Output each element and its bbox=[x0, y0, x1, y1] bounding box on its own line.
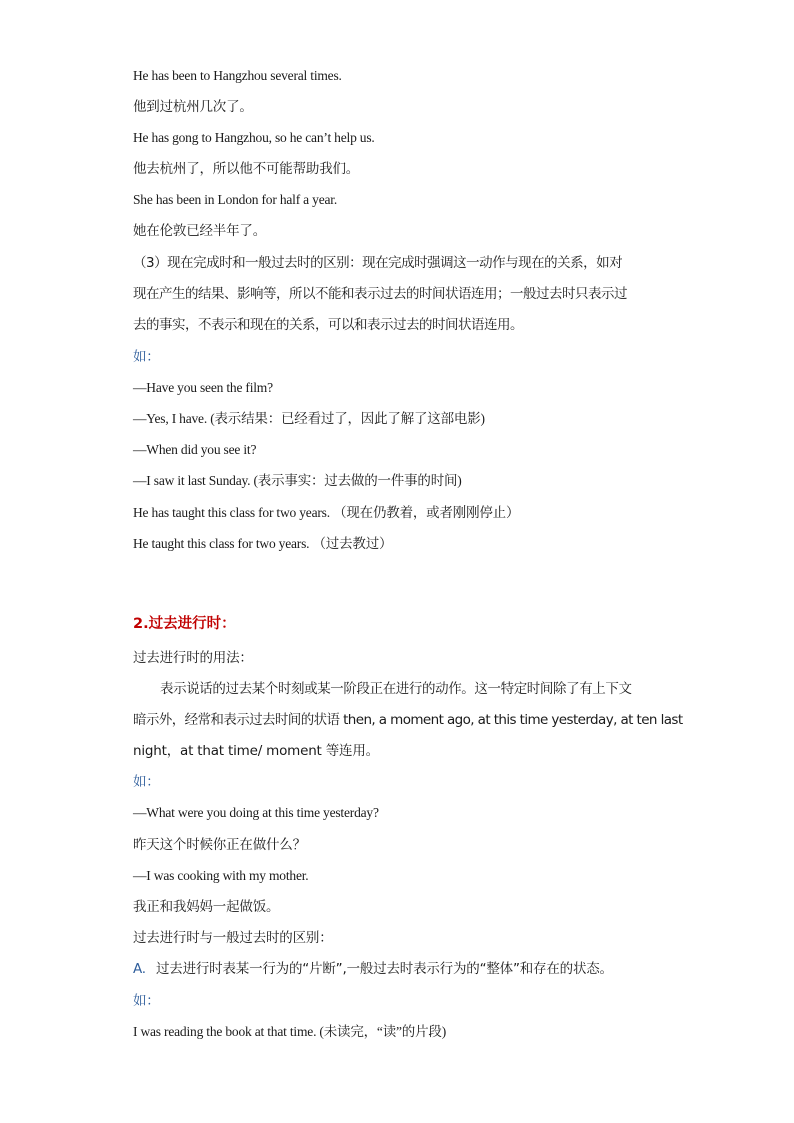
example-sentence: He has been to Hangzhou several times. bbox=[133, 68, 342, 83]
usage-title: 过去进行时的用法： bbox=[133, 650, 253, 666]
for-example-label: 如： bbox=[133, 774, 160, 790]
usage-line-1: 表示说话的过去某个时刻或某一阶段正在进行的动作。这一特定时间除了有上下文 bbox=[160, 681, 632, 697]
dialogue-line: —I was cooking with my mother. bbox=[133, 868, 309, 883]
example-translation: 他到过杭州几次了。 bbox=[133, 99, 253, 115]
example-sentence: He taught this class for two years. （过去教过） bbox=[133, 536, 393, 551]
dialogue-line: —I saw it last Sunday. (表示事实：过去做的一件事的时间) bbox=[133, 473, 462, 488]
for-example-label: 如： bbox=[133, 349, 160, 365]
point-a-label: A. bbox=[133, 961, 146, 977]
example-sentence: She has been in London for half a year. bbox=[133, 192, 338, 207]
for-example-label: 如： bbox=[133, 993, 160, 1009]
example-sentence: He has gong to Hangzhou, so he can’t help us. bbox=[133, 130, 375, 145]
dialogue-line: —What were you doing at this time yesterday? bbox=[133, 805, 379, 820]
example-translation: 她在伦敦已经半年了。 bbox=[133, 223, 266, 239]
example-sentence: He has taught this class for two years. （现在仍教着，或者刚刚停止） bbox=[133, 505, 520, 520]
usage-line-3: night，at that time/ moment 等连用。 bbox=[133, 743, 379, 759]
dialogue-line: —Yes, I have. (表示结果：已经看过了，因此了解了这部电影) bbox=[133, 411, 485, 426]
difference-title: 过去进行时与一般过去时的区别： bbox=[133, 930, 333, 946]
point-3-line-1: （3）现在完成时和一般过去时的区别：现在完成时强调这一动作与现在的关系，如对 bbox=[133, 255, 623, 271]
dialogue-line: —Have you seen the film? bbox=[133, 380, 273, 395]
section-heading: 2.过去进行时： bbox=[133, 616, 236, 632]
example-sentence: I was reading the book at that time. (未读完，“读”的片段) bbox=[133, 1024, 446, 1039]
point-a-text: 过去进行时表某一行为的“片断”,一般过去时表示行为的“整体”和存在的状态。 bbox=[155, 961, 613, 977]
dialogue-line: —When did you see it? bbox=[133, 442, 257, 457]
usage-line-2: 暗示外，经常和表示过去时间的状语 then, a moment ago, at this time yesterday, at ten last bbox=[133, 712, 683, 728]
point-3-line-2: 现在产生的结果、影响等，所以不能和表示过去的时间状语连用；一般过去时只表示过 bbox=[133, 286, 627, 302]
dialogue-translation: 我正和我妈妈一起做饭。 bbox=[133, 899, 280, 915]
point-3-line-3: 去的事实，不表示和现在的关系，可以和表示过去的时间状语连用。 bbox=[133, 317, 523, 333]
example-translation: 他去杭州了，所以他不可能帮助我们。 bbox=[133, 161, 360, 177]
point-a bbox=[133, 960, 613, 978]
dialogue-translation: 昨天这个时候你正在做什么？ bbox=[133, 837, 306, 853]
